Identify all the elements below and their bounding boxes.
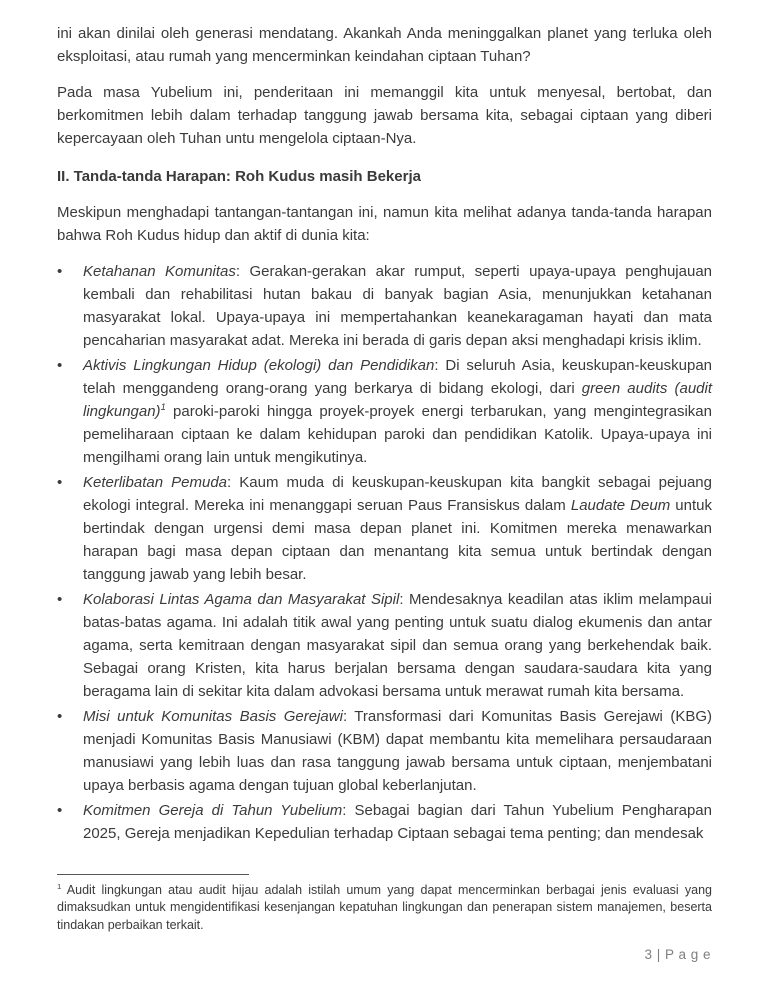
bullet-text: Ketahanan Komunitas: Gerakan-gerakan akar rumput, seperti upaya-upaya penghujauan kembali dan rehabilitasi hutan bakau di banyak bagian Asia, menunjukkan ketahanan masyarakat lokal. Upaya-upaya ini mempertahankan keanekaragaman hayati dan mata pencaharian masyarakat adat. Mereka ini berada di garis depan aksi menghadapi krisis iklim. xyxy=(83,263,712,349)
bullet-item xyxy=(57,471,712,586)
footnote-separator xyxy=(57,874,249,875)
bullet-item xyxy=(57,705,712,797)
paragraph: Pada masa Yubelium ini, penderitaan ini memanggil kita untuk menyesal, bertobat, dan berkomitmen lebih dalam terhadap tanggung jawab bersama kita, sebagai ciptaan yang diberi kepercayaan oleh Tuhan untu mengelola ciptaan-Nya. xyxy=(57,84,712,147)
page-number: 3 | P a g e xyxy=(644,947,711,962)
bullet-item xyxy=(57,588,712,703)
bullet-text: Komitmen Gereja di Tahun Yubelium: Sebagai bagian dari Tahun Yubelium Pengharapan 2025, Gereja menjadikan Kepedulian terhadap Ciptaan sebagai tema penting; dan mendesak xyxy=(83,802,712,842)
bullet-item xyxy=(57,799,712,845)
bullet-text: Misi untuk Komunitas Basis Gerejawi: Transformasi dari Komunitas Basis Gerejawi (KBG) menjadi Komunitas Basis Manusiawi (KBM) dapat membantu kita memelihara persaudaraan manusiawi yang lebih luas dan rasa tanggung jawab bersama untuk ciptaan, menjembatani upaya berbasis agama dengan tujuan global keberlanjutan. xyxy=(83,708,713,794)
bullet-marker: • xyxy=(57,708,63,725)
footnote-text: $^1$ Audit lingkungan atau audit hijau adalah istilah umum yang dapat mencerminkan berbagai jenis evaluasi yang dimaksudkan untuk mengidentifikasi kesenjangan kepatuhan lingkungan dan penerapan sistem manajemen, beserta tindakan perbaikan terkait. xyxy=(57,881,712,932)
footnote-area xyxy=(57,874,712,935)
document-body xyxy=(57,22,712,847)
bullet-item xyxy=(57,354,712,469)
bullet-list xyxy=(57,260,712,845)
bullet-item xyxy=(57,260,712,352)
bullet-text: Aktivis Lingkungan Hidup (ekologi) dan Pendidikan: Di seluruh Asia, keuskupan-keuskupan telah menggandeng orang-orang yang berkarya di bidang ekologi, dari green audits (audit lingkungan)$^1$ paroki-paroki hingga proyek-proyek energi terbarukan, yang mengintegrasikan pemeliharaan ciptaan ke dalam kehidupan paroki dan pendidikan Katolik. Upaya-upaya ini mengilhami orang lain untuk mengikutinya. xyxy=(83,357,713,466)
bullet-text: Keterlibatan Pemuda: Kaum muda di keuskupan-keuskupan kita bangkit sebagai pejuang ekologi integral. Mereka ini menanggapi seruan Paus Fransiskus dalam Laudate Deum untuk bertindak dengan urgensi demi masa depan planet ini. Komitmen mereka menawarkan harapan bagi masa depan ciptaan dan menantang kita semua untuk bertindak dengan tanggung jawab yang lebih besar. xyxy=(83,474,713,583)
bullet-marker: • xyxy=(57,474,63,491)
bullet-marker: • xyxy=(57,802,63,819)
bullet-marker: • xyxy=(57,591,63,608)
bullet-marker: • xyxy=(57,357,63,374)
section-heading: II. Tanda-tanda Harapan: Roh Kudus masih Bekerja xyxy=(57,168,421,185)
bullet-text: Kolaborasi Lintas Agama dan Masyarakat Sipil: Mendesaknya keadilan atas iklim melampaui batas-batas agama. Ini adalah titik awal yang penting untuk suatu dialog ekumenis dan antar agama, serta kemitraan dengan masyarakat sipil dan semua orang yang berkehendak baik. Sebagai orang Kristen, kita harus berjalan bersama dengan saudara-saudara kita yang beragama lain di sekitar kita dalam advokasi bersama untuk merawat rumah kita bersama. xyxy=(83,591,712,700)
intro-paragraph: Meskipun menghadapi tantangan-tantangan ini, namun kita melihat adanya tanda-tanda harapan bahwa Roh Kudus hidup dan aktif di dunia kita: xyxy=(57,204,712,244)
bullet-marker: • xyxy=(57,263,63,280)
paragraph: ini akan dinilai oleh generasi mendatang. Akankah Anda meninggalkan planet yang terluka oleh eksploitasi, atau rumah yang mencerminkan keindahan ciptaan Tuhan? xyxy=(57,25,712,65)
